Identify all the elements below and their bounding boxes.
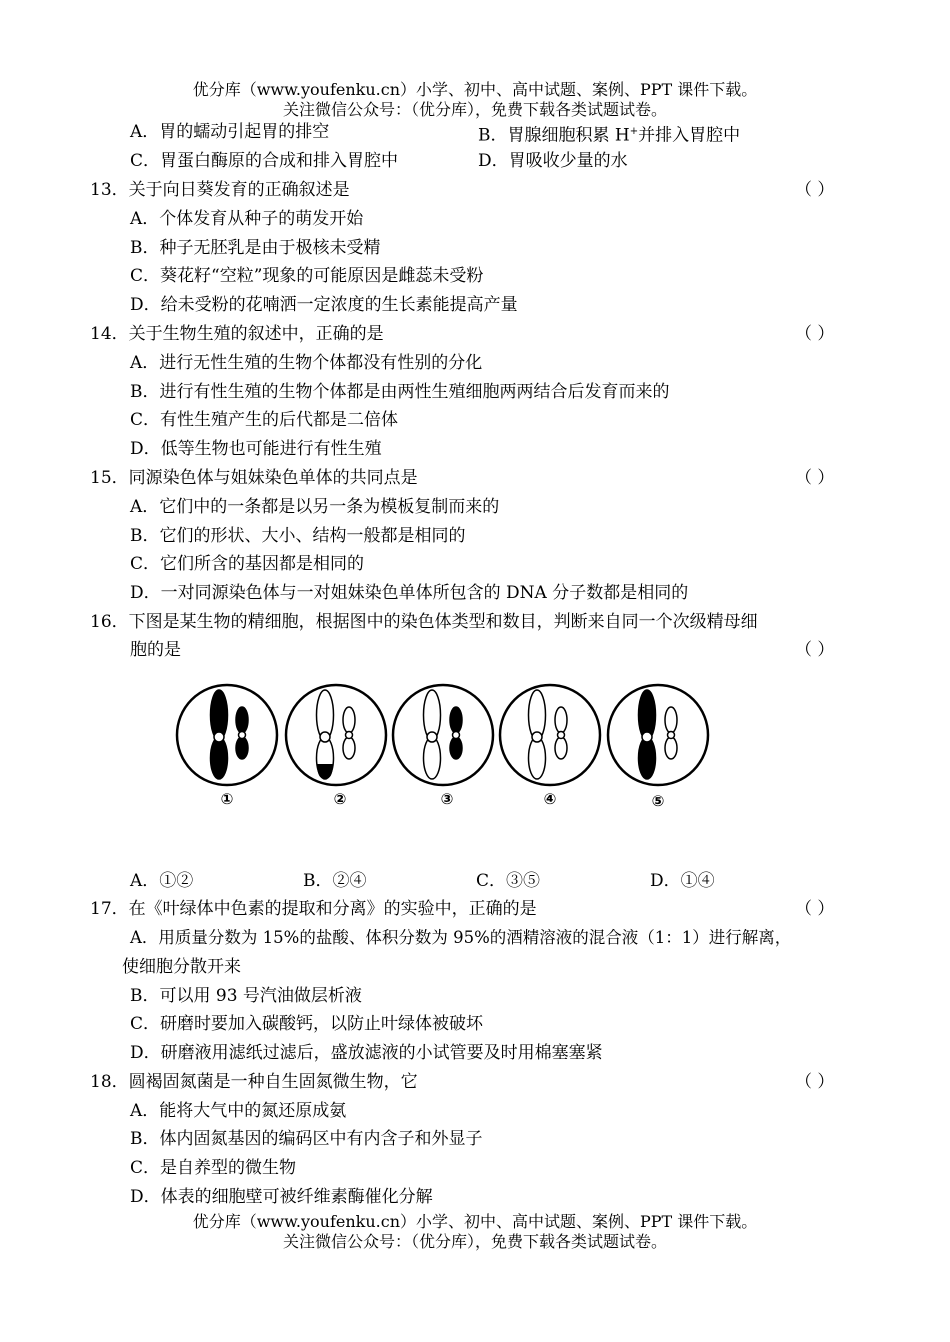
cell-5 xyxy=(608,685,708,785)
q13-answer-blank: （ ） xyxy=(795,180,835,200)
q16-option-a: A．①② xyxy=(130,871,194,891)
q13-option-c: C．葵花籽“空粒”现象的可能原因是雌蕊未受粉 xyxy=(130,266,484,286)
fig-label-5: ⑤ xyxy=(651,792,665,810)
q17-stem: 17．在《叶绿体中色素的提取和分离》的实验中，正确的是 xyxy=(90,899,537,919)
q13-option-d: D．给未受粉的花喃洒一定浓度的生长素能提高产量 xyxy=(130,295,518,315)
q14-option-c: C．有性生殖产生的后代都是二倍体 xyxy=(130,410,399,430)
q14-stem: 14．关于生物生殖的叙述中，正确的是 xyxy=(90,324,384,344)
q18-option-d: D．体表的细胞壁可被纤维素酶催化分解 xyxy=(130,1187,433,1207)
q12-option-a: A．胃的蠕动引起胃的排空 xyxy=(130,122,330,142)
q14-option-a: A．进行无性生殖的生物个体都没有性别的分化 xyxy=(130,353,483,373)
q18-stem: 18．圆褐固氮菌是一种自生固氮微生物，它 xyxy=(90,1072,418,1092)
sperm-cell-figure xyxy=(175,680,715,815)
q17-option-d: D．研磨液用滤纸过滤后，盛放滤液的小试管要及时用棉塞塞紧 xyxy=(130,1043,603,1063)
q18-option-c: C．是自养型的微生物 xyxy=(130,1158,297,1178)
q16-stem-line-1: 16．下图是某生物的精细胞，根据图中的染色体类型和数目，判断来自同一个次级精母细 xyxy=(90,612,758,632)
q15-answer-blank: （ ） xyxy=(795,468,835,488)
q16-option-b: B．②④ xyxy=(303,871,367,891)
q17-option-a-line-1: A．用质量分数为 15%的盐酸、体积分数为 95%的酒精溶液的混合液（1：1）进行解离， xyxy=(130,928,792,947)
footer-line-2: 关注微信公众号：（优分库），免费下载各类试题试卷。 xyxy=(282,1232,667,1251)
q14-answer-blank: （ ） xyxy=(795,324,835,344)
q12-option-c: C．胃蛋白酶原的合成和排入胃腔中 xyxy=(130,151,399,171)
cell-2 xyxy=(286,685,386,785)
q13-option-b: B．种子无胚乳是由于极核未受精 xyxy=(130,238,381,258)
fig-label-4: ④ xyxy=(543,790,557,808)
q18-option-a: A．能将大气中的氮还原成氨 xyxy=(130,1101,347,1121)
q14-option-d: D．低等生物也可能进行有性生殖 xyxy=(130,439,382,459)
q18-answer-blank: （ ） xyxy=(795,1072,835,1092)
q18-option-b: B．体内固氮基因的编码区中有内含子和外显子 xyxy=(130,1129,483,1149)
q12-option-b: B．胃腺细胞积累 H+并排入胃腔中 xyxy=(478,125,741,146)
q15-option-d: D．一对同源染色体与一对姐妹染色单体所包含的 DNA 分子数都是相同的 xyxy=(130,583,689,603)
q17-answer-blank: （ ） xyxy=(795,899,835,919)
q12-option-d: D．胃吸收少量的水 xyxy=(478,151,628,171)
q13-option-a: A．个体发育从种子的萌发开始 xyxy=(130,209,364,229)
cell-1 xyxy=(177,685,277,785)
q17-option-c: C．研磨时要加入碳酸钙，以防止叶绿体被破坏 xyxy=(130,1014,484,1034)
fig-label-3: ③ xyxy=(440,790,454,808)
header-line-1: 优分库（www.youfenku.cn）小学、初中、高中试题、案例、PPT 课件下载。 xyxy=(192,80,758,99)
q16-stem-line-2: 胞的是 xyxy=(130,640,181,660)
q15-stem: 15．同源染色体与姐妹染色单体的共同点是 xyxy=(90,468,418,488)
fig-label-1: ① xyxy=(220,790,234,808)
fig-label-2: ② xyxy=(333,790,347,808)
q15-option-b: B．它们的形状、大小、结构一般都是相同的 xyxy=(130,526,466,546)
q13-stem: 13．关于向日葵发育的正确叙述是 xyxy=(90,180,350,200)
cell-4 xyxy=(500,685,600,785)
q16-option-d: D．①④ xyxy=(650,871,715,891)
q17-option-b: B．可以用 93 号汽油做层析液 xyxy=(130,986,362,1006)
header-line-2: 关注微信公众号：（优分库），免费下载各类试题试卷。 xyxy=(282,100,667,119)
cell-3 xyxy=(393,685,493,785)
q17-option-a-line-2: 使细胞分散开来 xyxy=(122,957,241,977)
q14-option-b: B．进行有性生殖的生物个体都是由两性生殖细胞两两结合后发育而来的 xyxy=(130,382,670,402)
q16-answer-blank: （ ） xyxy=(795,640,835,660)
q16-option-c: C．③⑤ xyxy=(476,871,541,891)
footer-line-1: 优分库（www.youfenku.cn）小学、初中、高中试题、案例、PPT 课件下载。 xyxy=(192,1212,758,1231)
q15-option-c: C．它们所含的基因都是相同的 xyxy=(130,554,365,574)
q15-option-a: A．它们中的一条都是以另一条为模板复制而来的 xyxy=(130,497,500,517)
